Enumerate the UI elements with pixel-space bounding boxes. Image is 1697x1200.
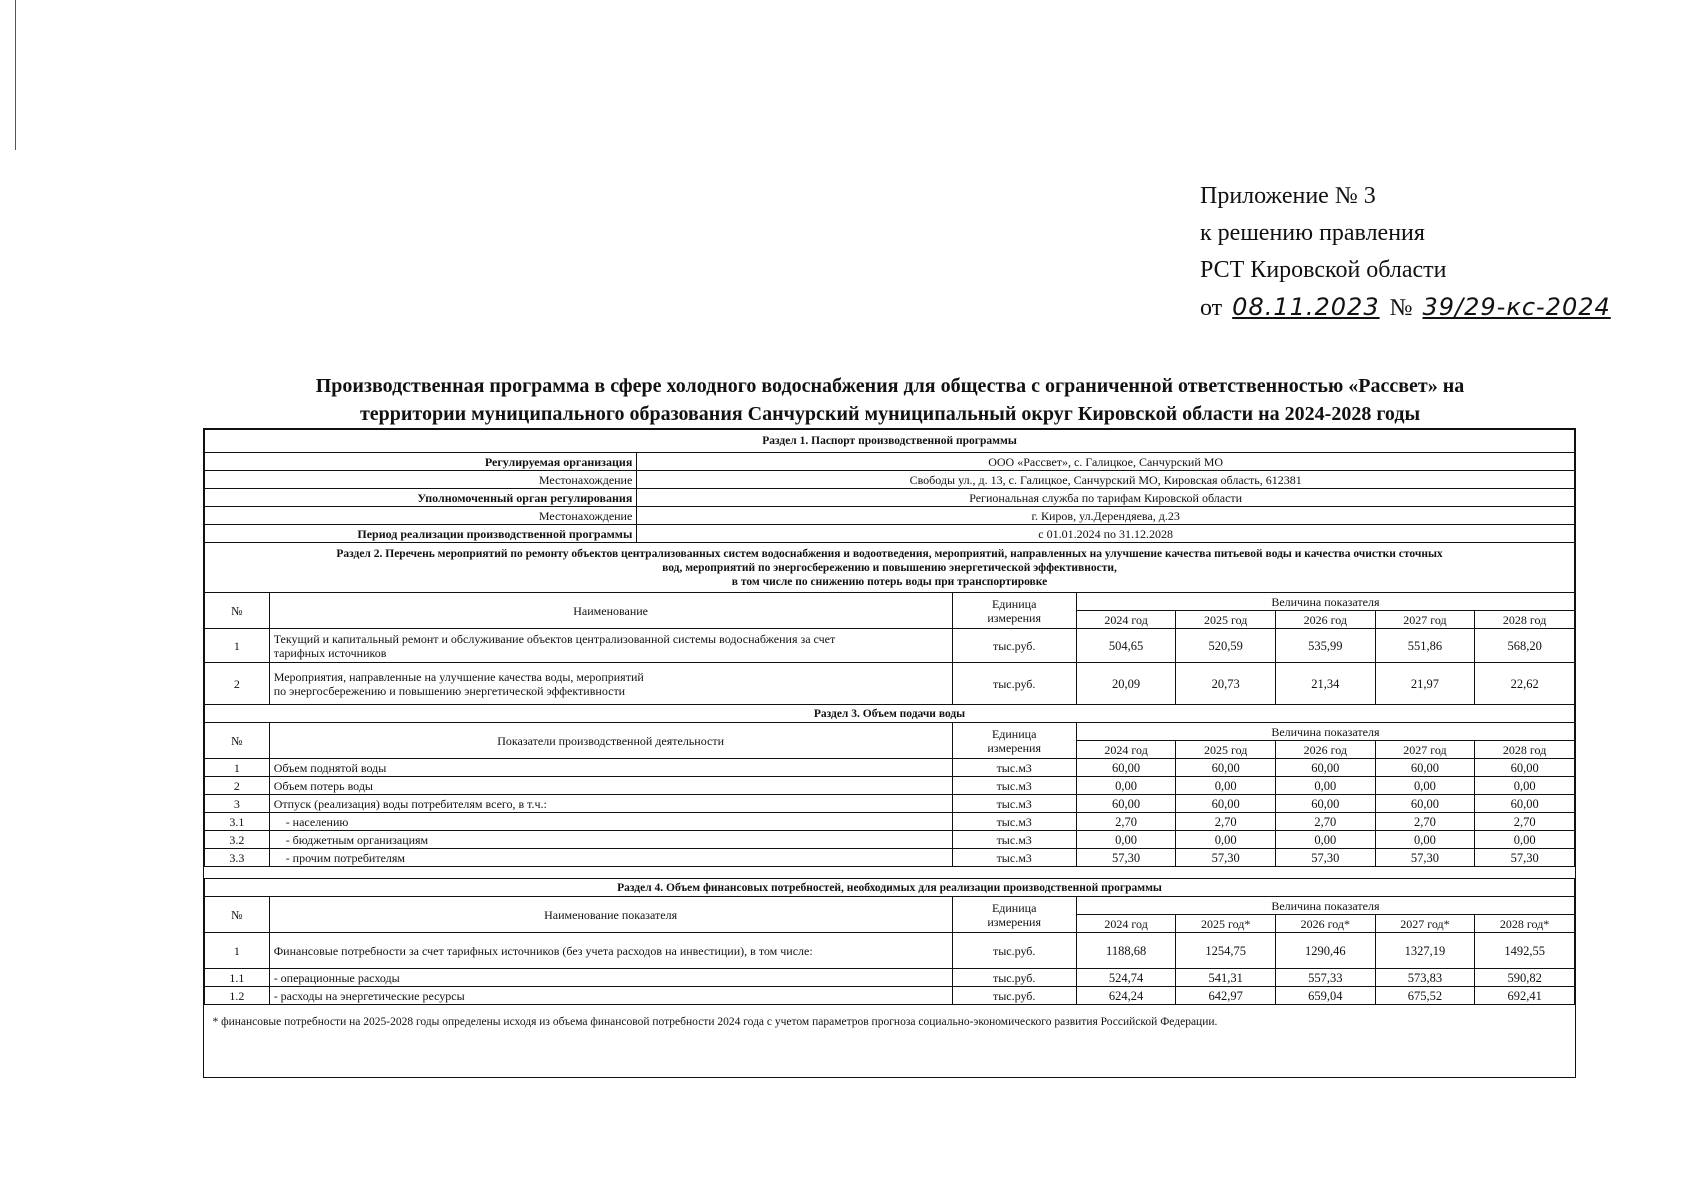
row-unit: тыс.м3 (952, 795, 1076, 813)
row-value: 60,00 (1375, 795, 1475, 813)
year-header: 2028 год (1475, 741, 1575, 759)
passport-row (205, 453, 1575, 471)
year-header: 2025 год* (1176, 915, 1276, 933)
row-value: 675,52 (1375, 987, 1475, 1005)
appendix-authority: РСТ Кировской области (1200, 257, 1447, 283)
row-value: 520,59 (1176, 629, 1276, 663)
col-unit-header (952, 593, 1076, 629)
row-value: 60,00 (1076, 759, 1176, 777)
row-value: 1327,19 (1375, 933, 1475, 969)
passport-value: г. Киров, ул.Дерендяева, д.23 (637, 507, 1575, 525)
section2-title-line3: в том числе по снижению потерь воды при транспортировке (731, 575, 1048, 588)
col-unit-header (952, 897, 1076, 933)
row-value: 573,83 (1375, 969, 1475, 987)
row-value: 2,70 (1375, 813, 1475, 831)
col-value-header: Величина показателя (1076, 593, 1574, 611)
section4-header-row (205, 897, 1575, 915)
production-program-table (203, 428, 1576, 1078)
document-title-line1: Производственная программа в сфере холодного водоснабжения для общества с ограниченной ответственностью «Рассвет» на (315, 375, 1465, 397)
year-header: 2025 год (1176, 741, 1276, 759)
col-unit-header-line1: Единица (991, 900, 1037, 915)
section2-title-line2: вод, мероприятий по энергосбережению и повышению энергетической эффективности, (662, 561, 1117, 574)
year-header: 2026 год (1276, 741, 1376, 759)
row-value: 0,00 (1276, 831, 1376, 849)
passport-row (205, 507, 1575, 525)
row-value: 1188,68 (1076, 933, 1176, 969)
row-name: Объем потерь воды (269, 777, 952, 795)
row-value: 535,99 (1276, 629, 1376, 663)
col-unit-header-line2: измерения (987, 914, 1041, 929)
section2-title-line1: Раздел 2. Перечень мероприятий по ремонту объектов централизованных систем водоснабжения и водоотведения, мероприятий, направленных на улучшение качества питьевой воды и качества очистки сточных (336, 547, 1443, 560)
decision-date: 08.11.2023 (1232, 293, 1380, 321)
row-value: 1492,55 (1475, 933, 1575, 969)
row-value: 692,41 (1475, 987, 1575, 1005)
section4-title: Раздел 4. Объем финансовых потребностей, необходимых для реализации производственной программы (205, 879, 1575, 897)
row-unit: тыс.м3 (952, 849, 1076, 867)
row-value: 57,30 (1475, 849, 1575, 867)
col-unit-header-line2: измерения (987, 740, 1041, 755)
appendix-header (1200, 178, 1660, 327)
row-value: 60,00 (1276, 795, 1376, 813)
row-value: 60,00 (1176, 795, 1276, 813)
table-row (205, 813, 1575, 831)
row-value: 0,00 (1076, 777, 1176, 795)
section3-header-row (205, 723, 1575, 741)
row-unit: тыс.руб. (952, 987, 1076, 1005)
row-name-line2: по энергосбережению и повышению энергетической эффективности (273, 683, 626, 698)
col-number-header: № (205, 897, 270, 933)
row-value: 568,20 (1475, 629, 1575, 663)
row-number: 3.1 (205, 813, 270, 831)
document-title (200, 372, 1580, 428)
row-value: 541,31 (1176, 969, 1276, 987)
year-header: 2028 год (1475, 611, 1575, 629)
row-unit: тыс.м3 (952, 813, 1076, 831)
row-value: 642,97 (1176, 987, 1276, 1005)
table-row (205, 933, 1575, 969)
col-value-header: Величина показателя (1076, 897, 1574, 915)
passport-row (205, 471, 1575, 489)
row-name-line2: тарифных источников (273, 645, 387, 660)
row-unit: тыс.руб. (952, 969, 1076, 987)
row-value: 624,24 (1076, 987, 1176, 1005)
year-header: 2024 год (1076, 611, 1176, 629)
row-value: 551,86 (1375, 629, 1475, 663)
passport-value: ООО «Рассвет», с. Галицкое, Санчурский МО (637, 453, 1575, 471)
section3-title-row (205, 705, 1575, 723)
col-unit-header-line2: измерения (987, 610, 1041, 625)
section1-title-row (205, 430, 1575, 453)
row-number: 3.2 (205, 831, 270, 849)
row-value: 60,00 (1475, 795, 1575, 813)
row-number: 1 (205, 759, 270, 777)
col-name-header: Наименование (269, 593, 952, 629)
row-value: 20,09 (1076, 663, 1176, 705)
document-title-line2: территории муниципального образования Санчурский муниципальный округ Кировской области на 2024-2028 годы (359, 403, 1421, 425)
row-value: 0,00 (1176, 777, 1276, 795)
row-value: 0,00 (1375, 777, 1475, 795)
col-unit-header-line1: Единица (991, 726, 1037, 741)
year-header: 2027 год* (1375, 915, 1475, 933)
table-row (205, 795, 1575, 813)
row-name (269, 663, 952, 705)
row-value: 20,73 (1176, 663, 1276, 705)
row-number: 2 (205, 663, 270, 705)
row-value: 57,30 (1076, 849, 1176, 867)
row-name: Финансовые потребности за счет тарифных источников (без учета расходов на инвестиции), в том числе: (269, 933, 952, 969)
section3-title: Раздел 3. Объем подачи воды (205, 705, 1575, 723)
col-unit-header-line1: Единица (991, 596, 1037, 611)
passport-label: Регулируемая организация (205, 453, 637, 471)
row-unit: тыс.м3 (952, 831, 1076, 849)
row-name: - операционные расходы (269, 969, 952, 987)
col-unit-header (952, 723, 1076, 759)
row-value: 57,30 (1276, 849, 1376, 867)
row-value: 0,00 (1475, 831, 1575, 849)
row-value: 22,62 (1475, 663, 1575, 705)
row-value: 2,70 (1276, 813, 1376, 831)
passport-value: Региональная служба по тарифам Кировской области (637, 489, 1575, 507)
section4-title-row (205, 879, 1575, 897)
row-value: 0,00 (1375, 831, 1475, 849)
passport-label: Местонахождение (205, 471, 637, 489)
row-value: 60,00 (1475, 759, 1575, 777)
row-unit: тыс.м3 (952, 777, 1076, 795)
row-value: 590,82 (1475, 969, 1575, 987)
main-table (204, 429, 1575, 1039)
row-value: 524,74 (1076, 969, 1176, 987)
date-prefix: от (1200, 295, 1223, 321)
appendix-decision: к решению правления (1200, 220, 1425, 246)
col-number-header: № (205, 593, 270, 629)
passport-row (205, 489, 1575, 507)
section1-title: Раздел 1. Паспорт производственной программы (205, 430, 1575, 453)
col-name-header: Показатели производственной деятельности (269, 723, 952, 759)
row-value: 60,00 (1375, 759, 1475, 777)
table-row (205, 831, 1575, 849)
row-name (269, 629, 952, 663)
spacer-row (205, 867, 1575, 879)
row-number: 2 (205, 777, 270, 795)
row-name: - населению (269, 813, 952, 831)
passport-value: с 01.01.2024 по 31.12.2028 (637, 525, 1575, 543)
row-name: - бюджетным организациям (269, 831, 952, 849)
row-value: 60,00 (1076, 795, 1176, 813)
year-header: 2024 год (1076, 915, 1176, 933)
year-header: 2027 год (1375, 611, 1475, 629)
row-value: 21,34 (1276, 663, 1376, 705)
year-header: 2024 год (1076, 741, 1176, 759)
spacer-cell (205, 867, 1575, 879)
row-value: 504,65 (1076, 629, 1176, 663)
row-value: 2,70 (1076, 813, 1176, 831)
table-row (205, 629, 1575, 663)
row-value: 557,33 (1276, 969, 1376, 987)
col-name-header: Наименование показателя (269, 897, 952, 933)
passport-row (205, 525, 1575, 543)
row-value: 21,97 (1375, 663, 1475, 705)
col-value-header: Величина показателя (1076, 723, 1574, 741)
row-unit: тыс.руб. (952, 629, 1076, 663)
row-unit: тыс.руб. (952, 663, 1076, 705)
table-row (205, 777, 1575, 795)
row-value: 1254,75 (1176, 933, 1276, 969)
row-number: 1.2 (205, 987, 270, 1005)
row-number: 1.1 (205, 969, 270, 987)
row-number: 3 (205, 795, 270, 813)
col-number-header: № (205, 723, 270, 759)
row-value: 1290,46 (1276, 933, 1376, 969)
year-header: 2025 год (1176, 611, 1276, 629)
row-value: 60,00 (1176, 759, 1276, 777)
year-header: 2028 год* (1475, 915, 1575, 933)
row-unit: тыс.руб. (952, 933, 1076, 969)
table-row (205, 759, 1575, 777)
appendix-number: Приложение № 3 (1200, 183, 1376, 209)
row-number: 1 (205, 933, 270, 969)
passport-label: Уполномоченный орган регулирования (205, 489, 637, 507)
row-value: 2,70 (1475, 813, 1575, 831)
section2-title (205, 543, 1575, 593)
table-row (205, 849, 1575, 867)
row-value: 659,04 (1276, 987, 1376, 1005)
row-value: 60,00 (1276, 759, 1376, 777)
note-row (205, 1005, 1575, 1040)
decision-date-line (1200, 289, 1660, 327)
year-header: 2026 год (1276, 611, 1376, 629)
scan-edge-line (15, 0, 16, 150)
passport-label: Период реализации производственной программы (205, 525, 637, 543)
row-name-line1: Мероприятия, направленные на улучшение качества воды, мероприятий (273, 669, 644, 684)
passport-value: Свободы ул., д. 13, с. Галицкое, Санчурский МО, Кировская область, 612381 (637, 471, 1575, 489)
row-value: 0,00 (1276, 777, 1376, 795)
table-row (205, 663, 1575, 705)
number-prefix: № (1389, 295, 1413, 321)
decision-number: 39/29-кс-2024 (1422, 293, 1611, 321)
section2-header-row (205, 593, 1575, 611)
row-name: Отпуск (реализация) воды потребителям всего, в т.ч.: (269, 795, 952, 813)
row-number: 1 (205, 629, 270, 663)
section2-title-row (205, 543, 1575, 593)
year-header: 2027 год (1375, 741, 1475, 759)
row-name: Объем поднятой воды (269, 759, 952, 777)
table-row (205, 969, 1575, 987)
row-name-line1: Текущий и капитальный ремонт и обслуживание объектов централизованной системы водоснабжения за счет (273, 631, 836, 646)
table-row (205, 987, 1575, 1005)
row-value: 57,30 (1176, 849, 1276, 867)
year-header: 2026 год* (1276, 915, 1376, 933)
row-number: 3.3 (205, 849, 270, 867)
row-value: 57,30 (1375, 849, 1475, 867)
passport-label: Местонахождение (205, 507, 637, 525)
row-name: - прочим потребителям (269, 849, 952, 867)
row-unit: тыс.м3 (952, 759, 1076, 777)
row-value: 0,00 (1176, 831, 1276, 849)
row-name: - расходы на энергетические ресурсы (269, 987, 952, 1005)
footnote: * финансовые потребности на 2025-2028 годы определены исходя из объема финансовой потребности 2024 года с учетом параметров прогноза социально-экономического развития Российской Федерации. (212, 1016, 1218, 1028)
row-value: 2,70 (1176, 813, 1276, 831)
row-value: 0,00 (1076, 831, 1176, 849)
row-value: 0,00 (1475, 777, 1575, 795)
